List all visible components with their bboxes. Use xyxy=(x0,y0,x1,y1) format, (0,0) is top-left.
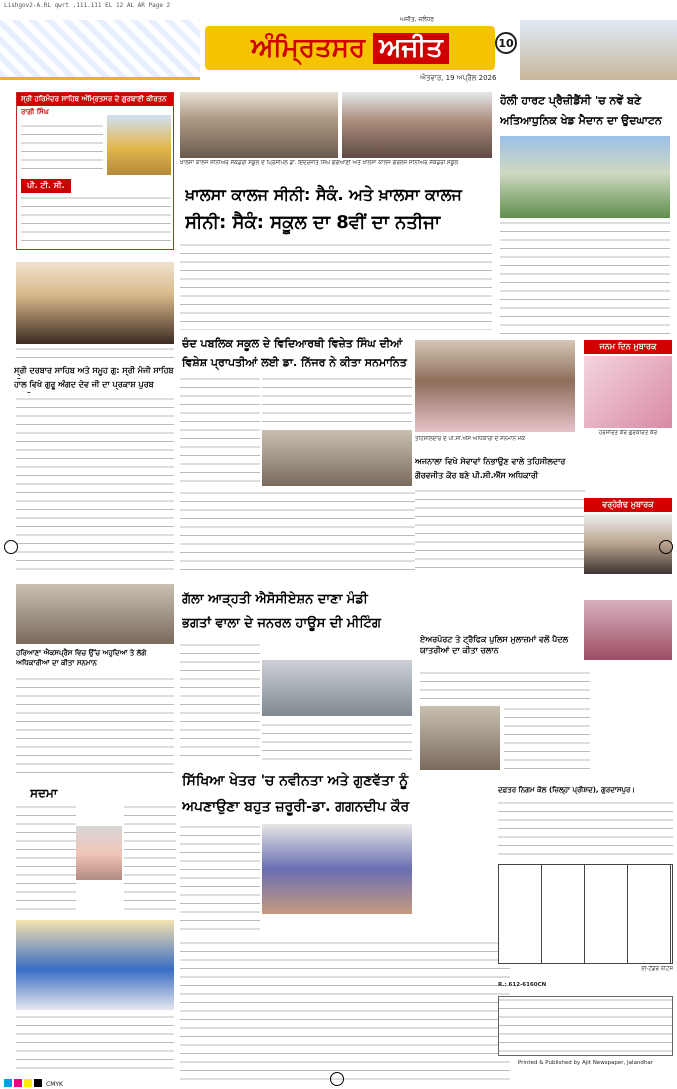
kirtan-ad xyxy=(16,92,174,250)
haryana-photo xyxy=(16,584,174,644)
mandi-photo xyxy=(262,660,412,716)
khalsa-body xyxy=(180,242,492,330)
gurdwara-headline-1: ਸ੍ਰੀ ਦਰਬਾਰ ਸਾਹਿਬ ਅਤੇ ਸਮੂਹ ਗੁ: ਸ੍ਰੀ ਮੰਜੀ ਸਾਹਿਬ xyxy=(14,366,174,375)
publisher-line: Printed & Published by Ajit Newspaper, Jalandhar xyxy=(517,1060,654,1066)
school-event-photo xyxy=(16,920,174,1010)
masthead xyxy=(0,12,677,82)
police-headline: ਏਅਰਪੋਰਟ ਤੇ ਟ੍ਰੈਫਿਕ ਪੁਲਿਸ ਮੁਲਾਜ਼ਮਾਂ ਵਲੋਂ ਪੈਦਲ ਯਾਤਰੀਆਂ ਦਾ ਕੀਤਾ ਚਲਾਨ xyxy=(420,635,569,655)
tender-table xyxy=(498,864,673,964)
title-city: ਅੰਮ੍ਰਿਤਸਰ xyxy=(251,32,366,63)
education-headline-1: ਸਿੱਖਿਆ ਖੇਤਰ 'ਚ ਨਵੀਨਤਾ ਅਤੇ ਗੁਣਵੱਤਾ ਨੂੰ xyxy=(182,773,409,789)
tender-header: ਦਫ਼ਤਰ ਨਿਗਮ ਕੋਲ (ਜ਼ਿਲ੍ਹਾ ਪ੍ਰੀਸ਼ਦ), ਗੁਰਦਾਸਪੁਰ। xyxy=(498,786,636,794)
masthead-tag: ਅਜੀਤ, ਜਲੰਧਰ xyxy=(400,16,435,23)
anniversary-photo-2 xyxy=(584,600,672,660)
newspaper-title xyxy=(205,26,495,70)
hockey-headline-2: ਅਤਿਆਧੁਨਿਕ ਖੇਡ ਮੈਦਾਨ ਦਾ ਉਦਘਾਟਨ xyxy=(500,114,662,127)
hockey-photo xyxy=(500,136,670,218)
registration-mark xyxy=(330,1072,344,1086)
masthead-pattern xyxy=(0,20,200,80)
golden-temple-image xyxy=(107,115,171,175)
birthday-photo xyxy=(584,356,672,428)
tehsildar-body xyxy=(415,488,585,570)
page-number: 10 xyxy=(495,32,517,54)
hockey-headline-1: ਹੋਲੀ ਹਾਰਟ ਪ੍ਰੈਜ਼ੀਡੈਂਸੀ 'ਚ ਨਵੇਂ ਬਣੇ xyxy=(500,94,642,107)
tehsildar-headline-2: ਗੌਰਵਜੀਤ ਕੌਰ ਬਣੇ ਪੀ.ਸੀ.ਐੱਸ ਅਧਿਕਾਰੀ xyxy=(415,471,539,480)
cyan-swatch xyxy=(4,1079,12,1087)
classified-code: R.: 612-6160CN xyxy=(498,982,547,988)
mandi-headline-1: ਗੱਲਾ ਆੜ੍ਹਤੀ ਐਸੋਸੀਏਸ਼ਨ ਦਾਣਾ ਮੰਡੀ xyxy=(182,592,368,607)
birthday-label: ਜਨਮ ਦਿਨ ਮੁਬਾਰਕ xyxy=(584,340,672,354)
police-photo-1 xyxy=(420,706,500,770)
haryana-headline: ਹਰਿਆਣਾ ਐਕਸਪ੍ਰੈਸ ਵਿਚ ਉੱਚ ਅਹੁਦਿਆਂ ਤੇ ਲੱਗੇ ਅਧਿਕਾਰੀਆਂ ਦਾ ਕੀਤਾ ਸਨਮਾਨ xyxy=(16,649,147,667)
tehsildar-headline-1: ਅਜਨਾਲਾ ਵਿਖੇ ਸੇਵਾਵਾਂ ਨਿਭਾਉਣ ਵਾਲੇ ਤਹਿਸੀਲਦਾਰ xyxy=(415,457,566,466)
haryana-body xyxy=(16,676,174,776)
ad-sub: ਰਾਗੀ ਸਿੰਘ xyxy=(21,108,49,116)
dateline: ਐਤਵਾਰ, 19 ਅਪ੍ਰੈਲ 2026 xyxy=(420,74,497,82)
school-photo xyxy=(262,430,412,486)
khalsa-headline-2: ਸੀਨੀ: ਸੈਕੰ: ਸਕੂਲ ਦਾ 8ਵੀਂ ਦਾ ਨਤੀਜਾ xyxy=(185,212,441,233)
ptc-tag: ਪੀ. ਟੀ. ਸੀ. xyxy=(21,179,71,193)
yellow-swatch xyxy=(24,1079,32,1087)
education-photo xyxy=(262,824,412,914)
cmyk-label: CMYK xyxy=(46,1081,63,1088)
school-headline-1: ਚੰਦ ਪਬਲਿਕ ਸਕੂਲ ਦੇ ਵਿਦਿਆਰਥੀ ਵਿਜ਼ੇਤ ਸਿੰਘ ਦੀਆਂ xyxy=(182,337,403,350)
tehsildar-photo xyxy=(415,340,575,432)
hockey-body xyxy=(500,254,670,334)
print-slug: Lishgov2-A.RL qwrt .111.111 EL 12 AL AR Page 2 xyxy=(4,2,171,9)
black-swatch xyxy=(34,1079,42,1087)
obituary-photo xyxy=(76,826,122,880)
gurdwara-photo xyxy=(16,262,174,344)
registration-mark xyxy=(659,540,673,554)
anniversary-label: ਵਰ੍ਹੇਗੰਢ ਮੁਬਾਰਕ xyxy=(584,498,672,512)
gurdwara-body xyxy=(16,396,174,576)
title-brand: ਅਜੀਤ xyxy=(373,33,449,64)
birthday-caption: ਹਰਸੀਰਤ ਕੌਰ ਗੁਰਕੀਰਤ ਕੌਰ xyxy=(598,430,658,436)
registration-mark xyxy=(4,540,18,554)
gurdwara-headline-2: ਹਾਲ ਵਿਖੇ ਗੁਰੂ ਅੰਗਦ ਦੇਵ ਜੀ ਦਾ ਪ੍ਰਕਾਸ਼ ਪੁਰਬ xyxy=(14,380,154,389)
magenta-swatch xyxy=(14,1079,22,1087)
masthead-monument-image xyxy=(520,20,677,80)
ad-header: ਸ੍ਰੀ ਹਰਿਮੰਦਰ ਸਾਹਿਬ ਅੰਮ੍ਰਿਤਸਰ ਦੇ ਗੁਰਬਾਣੀ ਕੀਰਤਨ xyxy=(17,93,173,106)
obituary-label: ਸਦਮਾ xyxy=(30,786,58,800)
khalsa-photo-2 xyxy=(342,92,492,158)
mandi-headline-2: ਭਗਤਾਂ ਵਾਲਾ ਦੇ ਜਨਰਲ ਹਾਊਸ ਦੀ ਮੀਟਿੰਗ xyxy=(182,616,381,631)
school-headline-2: ਵਿਸ਼ੇਸ਼ ਪ੍ਰਾਪਤੀਆਂ ਲਈ ਡਾ. ਨਿੱਜਰ ਨੇ ਕੀਤਾ ਸਨਮਾਨਿਤ xyxy=(182,356,407,369)
tender-footer: ਈ-ਟੈਂਡਰ ਨੋਟਿਸ xyxy=(641,966,673,972)
khalsa-photo-1 xyxy=(180,92,338,158)
tehsildar-caption: ਤਹਿਸੀਲਦਾਰ ਦੇ ਪੀ.ਸੀ.ਐੱਸ ਅਧਿਕਾਰੀ ਦੇ ਸਨਮਾਨ ਮੌਕੇ xyxy=(415,436,525,442)
khalsa-caption: ਖ਼ਾਲਸਾ ਕਾਲਜ ਸੀਨੀਅਰ ਸੈਕੰਡਰੀ ਸਕੂਲ ਦੇ ਪ੍ਰਿੰਸੀਪਲ ਡਾ. ਇੰਦਰਜੀਤ ਸਿੰਘ ਗੋਗੋਆਣੀ ਅਤੇ ਖ਼ਾਲਸਾ ਕਾਲਜ ਗਰਲਜ਼ ਸੀਨੀਅਰ ਸੈਕੰਡਰੀ ਸਕੂਲ xyxy=(180,160,459,166)
education-body xyxy=(180,940,510,1080)
khalsa-headline-1: ਖ਼ਾਲਸਾ ਕਾਲਜ ਸੀਨੀ: ਸੈਕੰ. ਅਤੇ ਖ਼ਾਲਸਾ ਕਾਲਜ xyxy=(185,185,462,204)
education-headline-2: ਅਪਣਾਉਣਾ ਬਹੁਤ ਜ਼ਰੂਰੀ-ਡਾ. ਗਗਨਦੀਪ ਕੌਰ xyxy=(182,799,410,815)
